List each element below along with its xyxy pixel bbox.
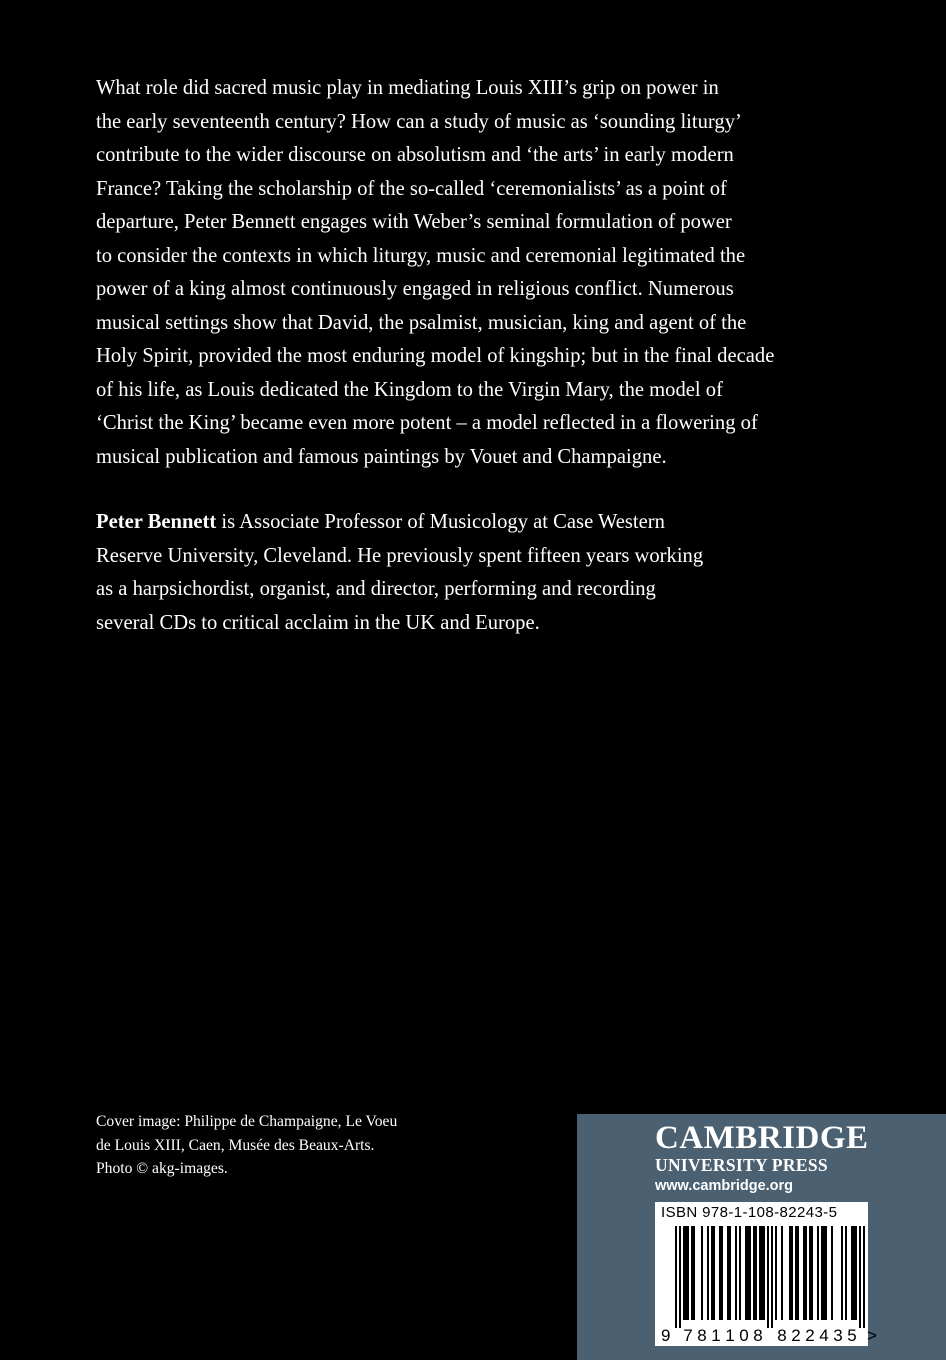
barcode-bar xyxy=(767,1226,769,1328)
barcode-bar xyxy=(727,1226,729,1320)
blurb-line: musical publication and famous paintings by Vouet and Champaigne. xyxy=(96,445,667,468)
barcode-bar xyxy=(803,1226,805,1320)
barcode-bar xyxy=(845,1226,847,1320)
blurb-line: of his life, as Louis dedicated the Kingdom to the Virgin Mary, the model of xyxy=(96,378,723,401)
credit-line: Photo © akg-images. xyxy=(96,1160,228,1177)
barcode-bar xyxy=(797,1226,799,1320)
barcode-bar xyxy=(735,1226,737,1320)
barcode-digits: 3 xyxy=(833,1326,843,1345)
barcode-digits: 7 xyxy=(683,1326,693,1345)
blurb-line: to consider the contexts in which liturgy, music and ceremonial legitimated the xyxy=(96,244,746,267)
barcode-bar xyxy=(851,1226,853,1320)
barcode-bar xyxy=(691,1226,693,1320)
barcode-digits: 4 xyxy=(819,1326,829,1345)
back-cover-blurb xyxy=(96,72,816,474)
bio-line: Reserve University, Cleveland. He previously spent fifteen years working xyxy=(96,544,704,567)
author-name: Peter Bennett xyxy=(96,511,217,533)
bio-line: several CDs to critical acclaim in the UK and Europe. xyxy=(96,611,540,634)
cover-image-credit xyxy=(96,1110,476,1181)
barcode-bar xyxy=(745,1226,747,1320)
barcode-bar xyxy=(781,1226,783,1320)
barcode-bar xyxy=(679,1226,681,1328)
barcode-bar xyxy=(853,1226,855,1320)
credit-line: Cover image: Philippe de Champaigne, Le Voeu xyxy=(96,1113,398,1130)
publisher-logo-subname: UNIVERSITY PRESS xyxy=(655,1155,828,1175)
barcode-digits: 1 xyxy=(711,1326,721,1345)
barcode-digits: 8 xyxy=(753,1326,763,1345)
barcode-bar xyxy=(753,1226,755,1320)
barcode-bar xyxy=(721,1226,723,1320)
barcode-bar xyxy=(795,1226,797,1320)
barcode-digits: 5 xyxy=(847,1326,857,1345)
blurb-line: the early seventeenth century? How can a study of music as ‘sounding liturgy’ xyxy=(96,110,742,133)
barcode-bar xyxy=(687,1226,689,1320)
publisher-panel xyxy=(577,1114,946,1360)
publisher-logo-name: CAMBRIDGE xyxy=(655,1120,869,1156)
credit-line: de Louis XIII, Caen, Musée des Beaux-Arts. xyxy=(96,1136,375,1154)
barcode-bar xyxy=(729,1226,731,1320)
barcode-bar xyxy=(863,1226,865,1328)
barcode-bar xyxy=(859,1226,861,1328)
barcode-digits: > xyxy=(867,1326,877,1345)
barcode-bar xyxy=(855,1226,857,1320)
barcode-bar xyxy=(789,1226,791,1320)
barcode-bar xyxy=(755,1226,757,1320)
isbn-label: ISBN 978-1-108-82243-5 xyxy=(661,1204,838,1221)
publisher-url: www.cambridge.org xyxy=(655,1178,794,1194)
bio-first-line-text: is Associate Professor of Musicology at Case Western xyxy=(216,511,665,533)
barcode-bar xyxy=(711,1226,713,1320)
barcode-bar xyxy=(841,1226,843,1320)
barcode-bar xyxy=(775,1226,777,1320)
barcode-bar xyxy=(825,1226,827,1320)
barcode-bar xyxy=(713,1226,715,1320)
isbn-barcode xyxy=(655,1224,877,1346)
blurb-line: contribute to the wider discourse on absolutism and ‘the arts’ in early modern xyxy=(96,144,734,166)
barcode-digits: 9 xyxy=(661,1326,671,1345)
blurb-line: France? Taking the scholarship of the so-called ‘ceremonialists’ as a point of xyxy=(96,177,727,200)
blurb-line: musical settings show that David, the psalmist, musician, king and agent of the xyxy=(96,311,747,334)
blurb-line: What role did sacred music play in mediating Louis XIII’s grip on power in xyxy=(96,77,719,99)
barcode-bar xyxy=(823,1226,825,1320)
barcode-digits: 0 xyxy=(739,1326,749,1345)
barcode-bar xyxy=(831,1226,833,1320)
barcode-bar xyxy=(707,1226,709,1320)
barcode-bar xyxy=(739,1226,741,1320)
blurb-line: power of a king almost continuously engaged in religious conflict. Numerous xyxy=(96,278,734,300)
barcode-bar xyxy=(747,1226,749,1320)
blurb-line: Holy Spirit, provided the most enduring model of kingship; but in the final decade xyxy=(96,345,775,367)
barcode-bar xyxy=(701,1226,703,1320)
barcode-bar xyxy=(683,1226,685,1320)
barcode-digits: 2 xyxy=(805,1326,815,1345)
barcode-bar xyxy=(821,1226,823,1320)
barcode-bar xyxy=(809,1226,811,1320)
barcode-bar xyxy=(817,1226,819,1320)
barcode-bar xyxy=(761,1226,763,1320)
barcode-digits: 2 xyxy=(791,1326,801,1345)
barcode-digits: 8 xyxy=(697,1326,707,1345)
barcode-bar xyxy=(771,1226,773,1328)
barcode-bar xyxy=(675,1226,677,1328)
author-bio xyxy=(96,506,816,640)
barcode-bar xyxy=(749,1226,751,1320)
bio-line: as a harpsichordist, organist, and director, performing and recording xyxy=(96,578,656,600)
barcode-panel xyxy=(655,1202,877,1346)
barcode-bar xyxy=(791,1226,793,1320)
barcode-bar xyxy=(811,1226,813,1320)
barcode-digits: 8 xyxy=(777,1326,787,1345)
barcode-bar xyxy=(763,1226,765,1320)
bio-first-line xyxy=(96,506,816,540)
barcode-bar xyxy=(719,1226,721,1320)
barcode-bar xyxy=(759,1226,761,1320)
barcode-digits: 1 xyxy=(725,1326,735,1345)
barcode-bar xyxy=(693,1226,695,1320)
barcode-bar xyxy=(805,1226,807,1320)
barcode-bar xyxy=(685,1226,687,1320)
blurb-line: ‘Christ the King’ became even more potent – a model reflected in a flowering of xyxy=(96,412,758,434)
blurb-line: departure, Peter Bennett engages with Weber’s seminal formulation of power xyxy=(96,211,732,233)
